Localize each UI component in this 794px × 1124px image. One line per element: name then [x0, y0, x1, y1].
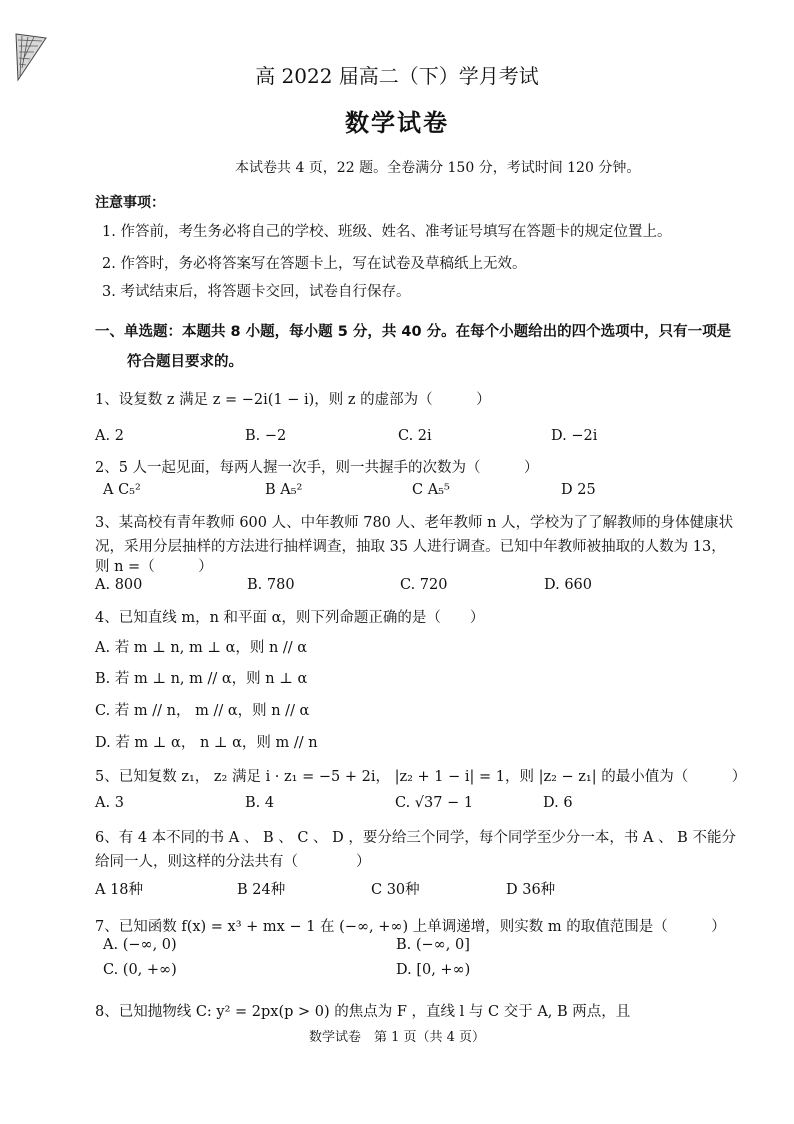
q2-option-d: D 25: [561, 482, 596, 498]
q6-option-c: C 30种: [371, 882, 420, 898]
q3-option-c: C. 720: [400, 577, 448, 593]
q6-option-a: A 18种: [95, 882, 144, 898]
note-item: 3. 考试结束后，将答题卡交回，试卷自行保存。: [102, 284, 411, 300]
q4-option-a: A. 若 m ⊥ n, m ⊥ α，则 n // α: [95, 640, 308, 656]
q3-option-b: B. 780: [247, 577, 295, 593]
q5-option-a: A. 3: [95, 795, 124, 811]
q4-option-c: C. 若 m // n， m // α，则 n // α: [95, 703, 310, 719]
q1-option-d: D. −2i: [551, 428, 598, 444]
note-item: 2. 作答时，务必将答案写在答题卡上，写在试卷及草稿纸上无效。: [102, 256, 527, 272]
exam-intro: 本试卷共 4 页，22 题。全卷满分 150 分，考试时间 120 分钟。: [235, 160, 641, 176]
q3-option-a: A. 800: [95, 577, 143, 593]
q7-option-d: D. [0, +∞): [396, 962, 471, 978]
question-3-stem-cont: 则 n =（ ）: [95, 559, 213, 575]
q5-option-c: C. √37 − 1: [395, 795, 474, 811]
q2-option-c: C A₅⁵: [412, 482, 450, 498]
question-3-stem: 3、某高校有青年教师 600 人、中年教师 780 人、老年教师 n 人，学校为了了解教师的身体健康状: [95, 515, 734, 531]
q4-option-b: B. 若 m ⊥ n, m // α，则 n ⊥ α: [95, 671, 308, 687]
q1-option-c: C. 2i: [398, 428, 432, 444]
q6-option-d: D 36种: [506, 882, 556, 898]
q1-option-b: B. −2: [245, 428, 287, 444]
question-4-stem: 4、已知直线 m，n 和平面 α，则下列命题正确的是（ ）: [95, 610, 485, 626]
question-6-stem: 6、有 4 本不同的书 A 、 B 、 C 、 D ，要分给三个同学，每个同学至少分一本，书 A 、 B 不能分: [95, 830, 736, 846]
q7-option-a: A. (−∞, 0): [103, 937, 177, 953]
question-8-stem: 8、已知抛物线 C: y² = 2px(p > 0) 的焦点为 F ，直线 l 与 C 交于 A, B 两点，且: [95, 1004, 631, 1020]
q2-option-b: B A₅²: [265, 482, 303, 498]
q5-option-b: B. 4: [245, 795, 275, 811]
q4-option-d: D. 若 m ⊥ α， n ⊥ α，则 m // n: [95, 735, 318, 751]
q5-option-d: D. 6: [543, 795, 573, 811]
q2-option-a: A C₅²: [103, 482, 141, 498]
note-item: 1. 作答前，考生务必将自己的学校、班级、姓名、准考证号填写在答题卡的规定位置上。: [102, 224, 672, 240]
question-1-stem: 1、设复数 z 满足 z = −2i(1 − i)，则 z 的虚部为（ ）: [95, 392, 491, 408]
question-3-stem-cont: 况，采用分层抽样的方法进行抽样调查，抽取 35 人进行调查。已知中年教师被抽取的人数为 13，: [95, 539, 726, 555]
q3-option-d: D. 660: [544, 577, 593, 593]
subject-title: 数学试卷: [345, 108, 449, 137]
exam-title: 高 2022 届高二（下）学月考试: [255, 64, 539, 88]
question-5-stem: 5、已知复数 z₁， z₂ 满足 i · z₁ = −5 + 2i， |z₂ + 1 − i| = 1，则 |z₂ − z₁| 的最小值为（ ）: [95, 769, 747, 785]
question-6-stem-cont: 给同一人，则这样的分法共有（ ）: [95, 854, 371, 870]
question-7-stem: 7、已知函数 f(x) = x³ + mx − 1 在 (−∞, +∞) 上单调递增，则实数 m 的取值范围是（ ）: [95, 919, 726, 935]
q7-option-c: C. (0, +∞): [103, 962, 177, 978]
q6-option-b: B 24种: [237, 882, 286, 898]
q1-option-a: A. 2: [95, 428, 124, 444]
page-footer: 数学试卷 第 1 页（共 4 页）: [308, 1030, 486, 1045]
section-heading-cont: 符合题目要求的。: [127, 354, 243, 370]
question-2-stem: 2、5 人一起见面，每两人握一次手，则一共握手的次数为（ ）: [95, 460, 539, 476]
section-heading: 一、单选题：本题共 8 小题，每小题 5 分，共 40 分。在每个小题给出的四个选项中，只有一项是: [95, 324, 732, 340]
q7-option-b: B. (−∞, 0]: [396, 937, 470, 953]
notes-heading: 注意事项：: [95, 195, 165, 211]
